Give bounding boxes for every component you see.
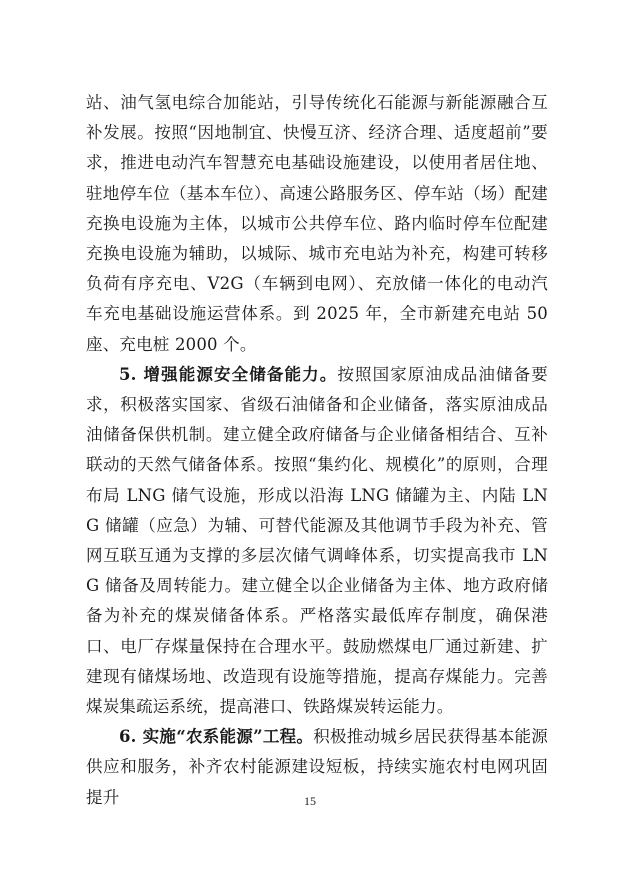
paragraph-1-text: 站、油气氢电综合加能站，引导传统化石能源与新能源融合互补发展。按照“因地制宜、快慢互济、经济合理、适度超前”要求，推进电动汽车智慧充电基础设施建设，以使用者居住地、驻地停车位（基本车位）、高速公路服务区、停车站（场）配建充换电设施为主体，以城市公共停车位、路内临时停车位配建充换电设施为辅助，以城际、城市充电站为补充，构建可转移负荷有序充电、V2G（车辆到电网）、充放储一体化的电动汽车充电基础设施运营体系。到 2025 年，全市新建充电站 50 座、充电桩 2000 个。: [86, 93, 548, 354]
section-6-heading: 6. 实施“农系能源”工程。: [119, 727, 314, 747]
section-5-heading: 5. 增强能源安全储备能力。: [119, 364, 338, 384]
section-5-text: 按照国家原油成品油储备要求，积极落实国家、省级石油储备和企业储备，落实原油成品油储备保供机制。建立健全政府储备与企业储备相结合、互补联动的天然气储备体系。按照“集约化、规模化”的原则，合理布局 LNG 储气设施，形成以沿海 LNG 储罐为主、内陆 LNG 储罐（应急）为辅、可替代能源及其他调节手段为补充、管网互联互通为支撑的多层次储气调峰体系，切实提高我市 LNG 储备及周转能力。建立健全以企业储备为主体、地方政府储备为补充的煤炭储备体系。严格落实最低库存制度，确保港口、电厂存煤量保持在合理水平。鼓励燃煤电厂通过新建、扩建现有储煤场地、改造现有设施等措施，提高存煤能力。完善煤炭集疏运系统，提高港口、铁路煤炭转运能力。: [86, 364, 548, 717]
paragraph-1: [86, 88, 548, 360]
document-body: [86, 88, 548, 813]
page-number: 15: [304, 794, 316, 808]
section-6-text: 积极推动城乡居民获得基本能源供应和服务，补齐农村能源建设短板，持续实施农村电网巩固提升: [86, 727, 548, 807]
paragraph-2: [86, 360, 548, 722]
